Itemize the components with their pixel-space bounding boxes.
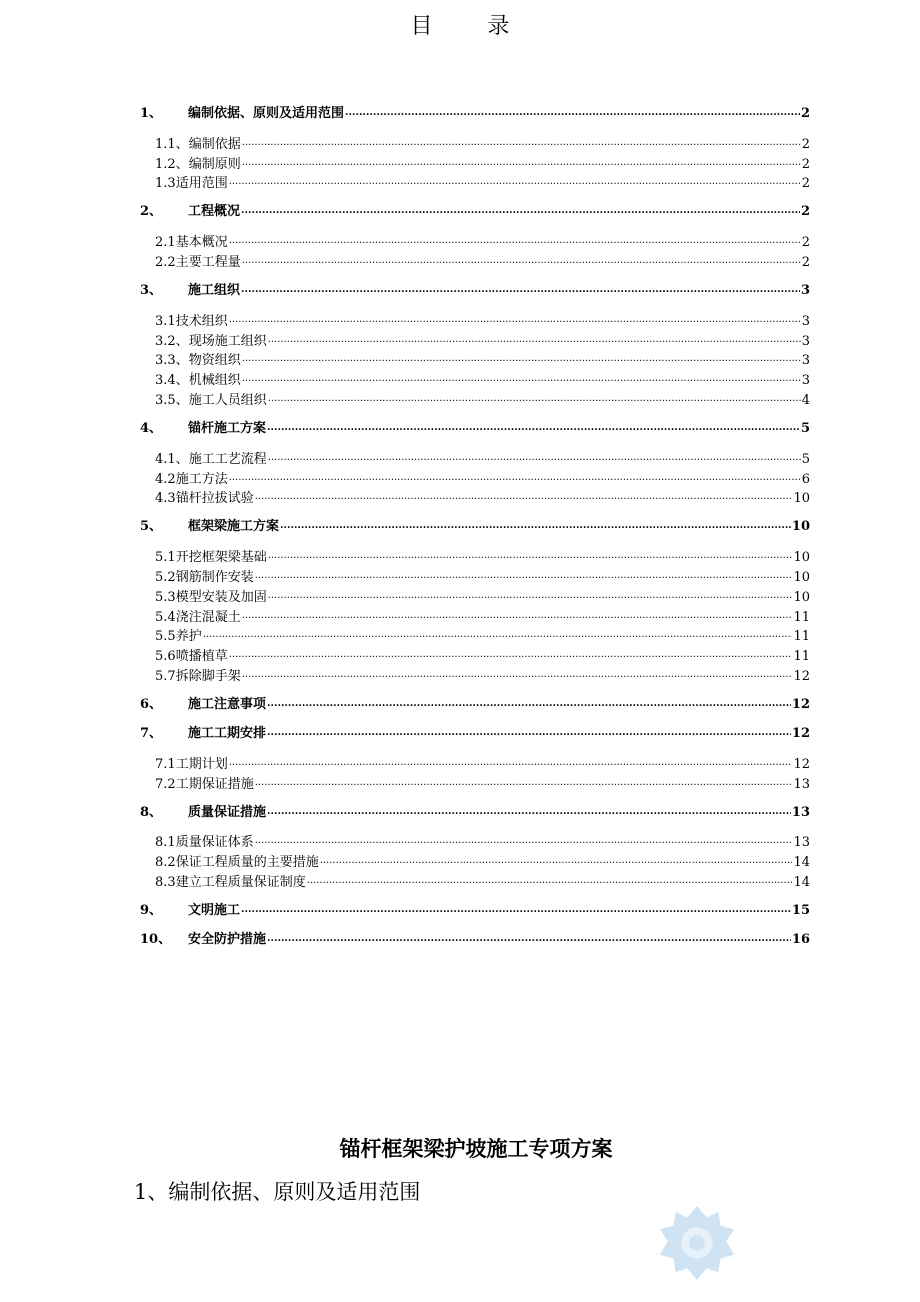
toc-entry-number: 5.1 — [155, 550, 176, 566]
table-of-contents — [140, 103, 810, 949]
toc-entry-number: 2.1 — [155, 235, 176, 251]
toc-entry-label: 现场施工组织 — [188, 333, 267, 349]
toc-entry-label: 施工人员组织 — [188, 392, 267, 408]
toc-leader-dots — [229, 648, 793, 662]
toc-entry-label: 施工工艺流程 — [188, 451, 267, 467]
toc-leader-dots — [267, 726, 791, 740]
toc-entry-number: 10、 — [140, 931, 172, 947]
toc-entry-section[interactable] — [140, 546, 810, 566]
toc-entry-label: 编制依据、原则及适用范围 — [188, 106, 345, 121]
toc-entry-number: 3.2、 — [155, 333, 189, 349]
toc-leader-dots — [242, 668, 793, 682]
toc-entry-chapter[interactable] — [140, 900, 810, 920]
toc-entry-section[interactable] — [140, 231, 810, 251]
toc-entry-label: 框架梁施工方案 — [188, 519, 280, 535]
toc-leader-dots — [242, 136, 801, 150]
toc-entry-label: 施工注意事项 — [188, 696, 267, 712]
section-heading: 1、编制依据、原则及适用范围 — [134, 1180, 421, 1204]
toc-entry-number: 7.1 — [155, 756, 176, 772]
toc-entry-number: 1、 — [140, 106, 163, 121]
toc-entry-chapter[interactable] — [140, 280, 810, 300]
toc-entry-section[interactable] — [140, 645, 810, 665]
toc-leader-dots — [268, 392, 801, 406]
toc-entry-section[interactable] — [140, 153, 810, 173]
toc-entry-label: 工期计划 — [175, 756, 228, 772]
toc-entry-number: 3.1 — [155, 313, 176, 329]
toc-entry-page: 6 — [801, 471, 810, 487]
toc-entry-chapter[interactable] — [140, 929, 810, 949]
toc-entry-section[interactable] — [140, 773, 810, 793]
toc-leader-dots — [320, 854, 793, 868]
toc-leader-dots — [268, 451, 801, 465]
toc-entry-number: 5.6 — [155, 649, 176, 665]
toc-entry-section[interactable] — [140, 665, 810, 685]
toc-leader-dots — [255, 569, 793, 583]
toc-leader-dots — [268, 549, 793, 563]
toc-entry-number: 1.1、 — [155, 136, 189, 152]
toc-leader-dots — [255, 834, 793, 848]
toc-leader-dots — [229, 756, 793, 770]
toc-leader-dots — [242, 254, 801, 268]
toc-entry-section[interactable] — [140, 566, 810, 586]
toc-entry-number: 5.7 — [155, 668, 176, 684]
toc-entry-number: 5.5 — [155, 629, 176, 645]
toc-entry-chapter[interactable] — [140, 802, 810, 822]
toc-entry-label: 工期保证措施 — [175, 776, 254, 792]
toc-entry-label: 主要工程量 — [175, 254, 241, 270]
toc-entry-page: 5 — [800, 420, 810, 436]
toc-entry-page: 11 — [793, 629, 810, 645]
toc-entry-label: 保证工程质量的主要措施 — [175, 855, 319, 871]
toc-entry-number: 5.2 — [155, 569, 176, 585]
toc-entry-label: 锚杆拉拔试验 — [175, 491, 254, 507]
toc-entry-page: 5 — [801, 451, 810, 467]
toc-entry-page: 3 — [801, 333, 810, 349]
toc-leader-dots — [267, 932, 791, 946]
toc-entry-section[interactable] — [140, 468, 810, 488]
toc-entry-label: 钢筋制作安装 — [175, 569, 254, 585]
toc-entry-page: 12 — [791, 725, 810, 741]
toc-entry-label: 喷播植草 — [175, 649, 228, 665]
toc-leader-dots — [229, 234, 801, 248]
toc-leader-dots — [229, 471, 801, 485]
document-title: 锚杆框架梁护坡施工专项方案 — [339, 1136, 613, 1161]
toc-entry-page: 2 — [800, 204, 810, 220]
toc-entry-number: 8.3 — [155, 874, 176, 890]
toc-entry-number: 7、 — [140, 725, 163, 741]
toc-entry-label: 施工工期安排 — [188, 725, 267, 741]
toc-entry-section[interactable] — [140, 310, 810, 330]
toc-entry-label: 文明施工 — [188, 902, 241, 918]
toc-entry-label: 锚杆施工方案 — [188, 420, 267, 436]
toc-title: 目 录 — [410, 14, 534, 39]
toc-entry-page: 12 — [793, 668, 810, 684]
toc-entry-label: 浇注混凝土 — [175, 609, 241, 625]
toc-entry-label: 质量保证体系 — [175, 835, 254, 851]
toc-entry-label: 模型安装及加固 — [175, 589, 267, 605]
toc-entry-number: 8.1 — [155, 835, 176, 851]
toc-entry-page: 14 — [793, 855, 810, 871]
toc-entry-label: 施工组织 — [188, 282, 241, 298]
toc-entry-page: 2 — [801, 176, 810, 192]
toc-leader-dots — [242, 352, 801, 366]
toc-entry-section[interactable] — [140, 586, 810, 606]
toc-entry-number: 3.5、 — [155, 392, 189, 408]
toc-entry-chapter[interactable] — [140, 516, 810, 536]
watermark-logo-icon — [658, 1204, 736, 1282]
toc-entry-page: 11 — [793, 649, 810, 665]
toc-entry-section[interactable] — [140, 871, 810, 891]
toc-entry-number: 1.3 — [155, 176, 176, 192]
toc-leader-dots — [229, 175, 801, 189]
toc-entry-number: 2、 — [140, 204, 163, 220]
toc-entry-label: 机械组织 — [188, 373, 241, 389]
toc-leader-dots — [241, 903, 791, 917]
toc-entry-number: 4.3 — [155, 491, 176, 507]
toc-entry-number: 9、 — [140, 902, 163, 918]
toc-entry-chapter[interactable] — [140, 201, 810, 221]
toc-entry-page: 15 — [791, 902, 810, 918]
toc-entry-page: 11 — [793, 609, 810, 625]
toc-entry-number: 3.4、 — [155, 373, 189, 389]
toc-entry-number: 2.2 — [155, 254, 176, 270]
toc-entry-page: 10 — [793, 550, 810, 566]
toc-entry-section[interactable] — [140, 753, 810, 773]
toc-entry-number: 6、 — [140, 696, 163, 712]
toc-entry-number: 3.3、 — [155, 353, 189, 369]
toc-entry-label: 质量保证措施 — [188, 804, 267, 820]
toc-entry-label: 编制依据 — [188, 136, 241, 152]
toc-entry-page: 13 — [793, 835, 810, 851]
toc-entry-page: 2 — [800, 106, 810, 121]
toc-entry-section[interactable] — [140, 330, 810, 350]
toc-entry-label: 施工方法 — [175, 471, 228, 487]
toc-entry-label: 拆除脚手架 — [175, 668, 241, 684]
toc-entry-number: 4.2 — [155, 471, 176, 487]
toc-entry-number: 7.2 — [155, 776, 176, 792]
toc-leader-dots — [267, 421, 800, 435]
toc-entry-label: 适用范围 — [175, 176, 228, 192]
toc-entry-section[interactable] — [140, 832, 810, 852]
toc-leader-dots — [241, 204, 800, 218]
toc-entry-section[interactable] — [140, 851, 810, 871]
toc-entry-section[interactable] — [140, 251, 810, 271]
toc-entry-number: 4.1、 — [155, 451, 189, 467]
toc-leader-dots — [267, 697, 791, 711]
toc-entry-page: 14 — [793, 874, 810, 890]
toc-entry-section[interactable] — [140, 448, 810, 468]
toc-entry-page: 2 — [801, 156, 810, 172]
toc-entry-page: 3 — [801, 373, 810, 389]
toc-leader-dots — [280, 519, 791, 533]
toc-leader-dots — [241, 283, 800, 297]
toc-leader-dots — [255, 776, 793, 790]
toc-entry-page: 2 — [801, 136, 810, 152]
toc-entry-number: 5.4 — [155, 609, 176, 625]
toc-entry-page: 3 — [801, 353, 810, 369]
toc-entry-section[interactable] — [140, 626, 810, 646]
toc-leader-dots — [242, 609, 793, 623]
toc-entry-page: 16 — [791, 931, 810, 947]
toc-leader-dots — [255, 490, 793, 504]
toc-leader-dots — [267, 805, 791, 819]
toc-leader-dots — [345, 106, 800, 120]
toc-entry-number: 3、 — [140, 282, 163, 298]
toc-leader-dots — [307, 874, 793, 888]
toc-entry-label: 基本概况 — [175, 235, 228, 251]
toc-leader-dots — [268, 589, 793, 603]
toc-entry-label: 技术组织 — [175, 313, 228, 329]
toc-entry-chapter[interactable] — [140, 723, 810, 743]
toc-entry-page: 13 — [791, 804, 810, 820]
toc-leader-dots — [268, 333, 801, 347]
toc-leader-dots — [242, 156, 801, 170]
toc-entry-label: 物资组织 — [188, 353, 241, 369]
toc-entry-section[interactable] — [140, 133, 810, 153]
toc-entry-page: 12 — [791, 696, 810, 712]
toc-entry-chapter[interactable] — [140, 103, 810, 123]
toc-entry-number: 8.2 — [155, 855, 176, 871]
toc-entry-section[interactable] — [140, 173, 810, 193]
toc-entry-page: 10 — [793, 569, 810, 585]
toc-entry-section[interactable] — [140, 488, 810, 508]
toc-entry-number: 8、 — [140, 804, 163, 820]
toc-entry-label: 建立工程质量保证制度 — [175, 874, 306, 890]
toc-entry-label: 安全防护措施 — [188, 931, 267, 947]
toc-entry-number: 4、 — [140, 420, 163, 436]
toc-leader-dots — [203, 628, 793, 642]
toc-entry-number: 5、 — [140, 519, 163, 535]
toc-entry-page: 10 — [791, 519, 810, 535]
toc-entry-label: 编制原则 — [188, 156, 241, 172]
toc-entry-label: 工程概况 — [188, 204, 241, 220]
toc-leader-dots — [229, 313, 801, 327]
toc-entry-number: 1.2、 — [155, 156, 189, 172]
toc-entry-page: 3 — [801, 313, 810, 329]
toc-entry-section[interactable] — [140, 350, 810, 370]
toc-entry-number: 5.3 — [155, 589, 176, 605]
toc-entry-chapter[interactable] — [140, 694, 810, 714]
toc-entry-section[interactable] — [140, 369, 810, 389]
toc-entry-page: 3 — [800, 282, 810, 298]
toc-entry-page: 12 — [793, 756, 810, 772]
toc-entry-section[interactable] — [140, 606, 810, 626]
toc-entry-label: 养护 — [175, 629, 202, 645]
toc-entry-chapter[interactable] — [140, 418, 810, 438]
toc-leader-dots — [242, 372, 801, 386]
toc-entry-page: 4 — [801, 392, 810, 408]
toc-entry-page: 2 — [801, 254, 810, 270]
toc-entry-label: 开挖框架梁基础 — [175, 550, 267, 566]
toc-entry-page: 10 — [793, 491, 810, 507]
toc-entry-page: 2 — [801, 235, 810, 251]
toc-entry-page: 13 — [793, 776, 810, 792]
toc-entry-page: 10 — [793, 589, 810, 605]
toc-entry-section[interactable] — [140, 389, 810, 409]
